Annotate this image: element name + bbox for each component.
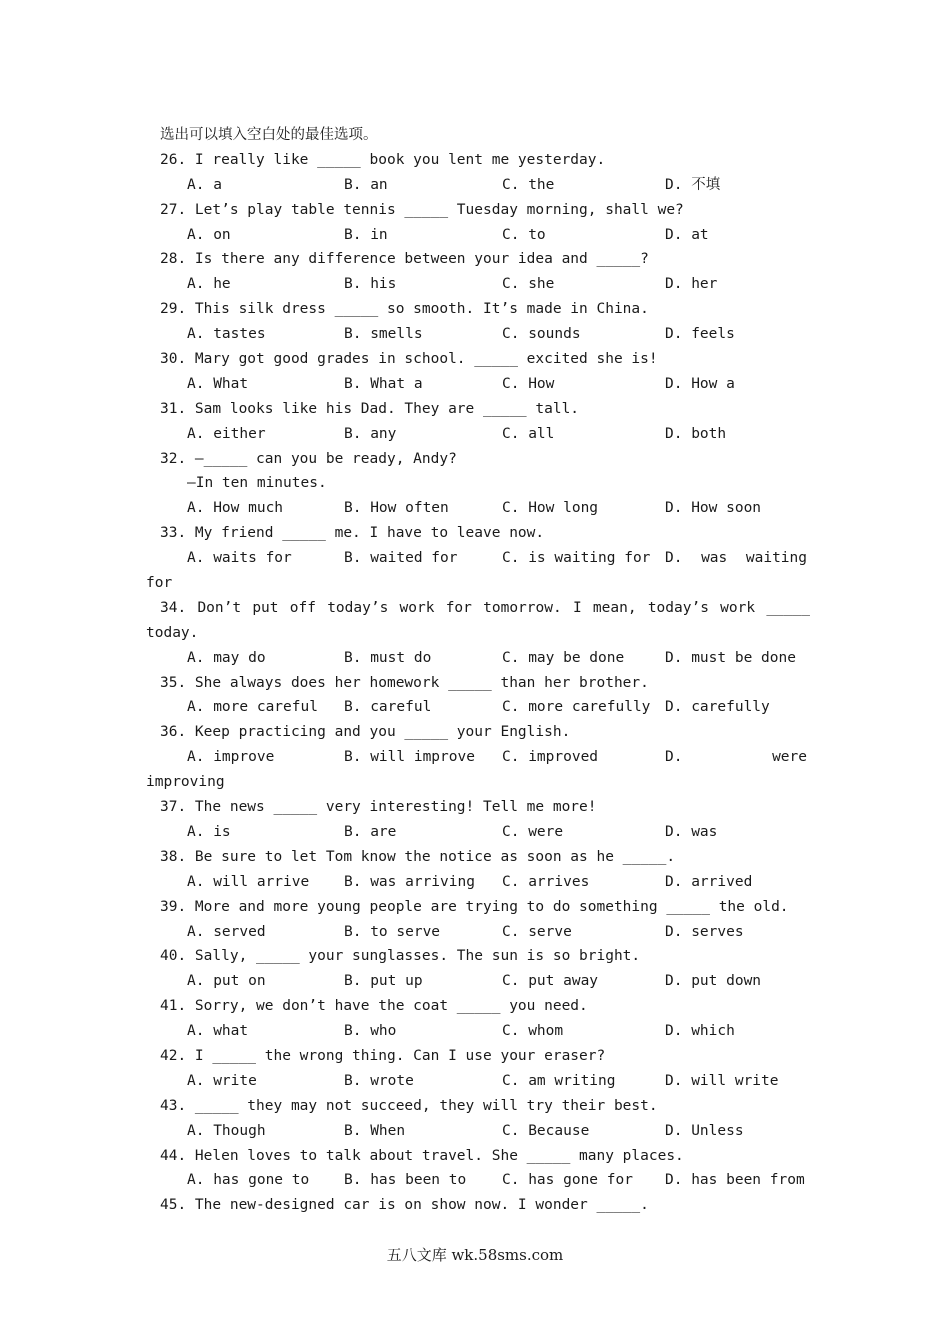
- question-40-stem: 40. Sally, _____ your sunglasses. The sun is so bright.: [160, 948, 641, 965]
- option-c: C. How long: [502, 500, 599, 517]
- question-44-stem: 44. Helen loves to talk about travel. She _____ many places.: [160, 1147, 684, 1164]
- stem-word: I: [572, 599, 582, 616]
- question-42-options: [146, 1069, 816, 1094]
- stem-word: put: [252, 599, 279, 616]
- option-a: A. served: [187, 923, 266, 940]
- question-32-options: [146, 496, 816, 521]
- option-d: D. Unless: [665, 1122, 744, 1139]
- option-a: A. either: [187, 425, 266, 442]
- option-c: C. has gone for: [502, 1172, 633, 1189]
- question-26-options: [146, 173, 816, 198]
- option-d: D. which: [665, 1023, 735, 1040]
- option-a: A. write: [187, 1072, 257, 1089]
- question-39-stem: 39. More and more young people are trying to do something _____ the old.: [160, 898, 789, 915]
- stem-word: work: [399, 599, 435, 616]
- question-30-stem: 30. Mary got good grades in school. _____ excited she is!: [160, 351, 658, 368]
- option-a: A. Though: [187, 1122, 266, 1139]
- option-a: A. tastes: [187, 326, 266, 343]
- question-35-options: [146, 695, 816, 720]
- option-b: B. When: [344, 1122, 406, 1139]
- question-29-options: [146, 322, 816, 347]
- option-b: B. put up: [344, 973, 423, 990]
- option-b: B. What a: [344, 375, 423, 392]
- question-38-stem: 38. Be sure to let Tom know the notice as soon as he _____.: [160, 848, 676, 865]
- question-34-stem-wrap: today.: [146, 624, 199, 641]
- option-d: D. How soon: [665, 500, 762, 517]
- question-34-options: [146, 646, 816, 671]
- option-a: A. is: [187, 823, 231, 840]
- option-d: D. was: [665, 823, 718, 840]
- option-a: A. may do: [187, 649, 266, 666]
- stem-word: off: [289, 599, 316, 616]
- option-b: B. waited for: [344, 550, 458, 567]
- option-d: D. must be done: [665, 649, 796, 666]
- option-d-word: were: [772, 749, 807, 766]
- option-a: A. a: [187, 176, 222, 193]
- question-35-stem: 35. She always does her homework _____ than her brother.: [160, 674, 649, 691]
- option-b: B. has been to: [344, 1172, 467, 1189]
- instructions: 选出可以填入空白处的最佳选项。: [160, 127, 378, 143]
- question-28-options: [146, 272, 816, 297]
- stem-word: Don’t: [197, 599, 242, 616]
- option-c: C. to: [502, 226, 546, 243]
- stem-word: today’s: [647, 599, 709, 616]
- page-footer: 五八文库 wk.58sms.com: [386, 1246, 564, 1264]
- option-d: D. arrived: [665, 873, 753, 890]
- question-41-stem: 41. Sorry, we don’t have the coat _____ you need.: [160, 998, 588, 1015]
- option-a: A. What: [187, 375, 249, 392]
- option-c: C. arrives: [502, 873, 590, 890]
- question-26-stem: 26. I really like _____ book you lent me yesterday.: [160, 151, 606, 168]
- option-c: C. sounds: [502, 326, 581, 343]
- question-45-stem: 45. The new-designed car is on show now. I wonder _____.: [160, 1197, 649, 1214]
- option-b: B. How often: [344, 500, 449, 517]
- question-40-options: [146, 969, 816, 994]
- question-32-answer-line: —In ten minutes.: [187, 475, 327, 492]
- option-b: B. careful: [344, 699, 432, 716]
- question-37-options: [146, 820, 816, 845]
- stem-word: tomorrow.: [483, 599, 562, 616]
- option-d: [665, 745, 807, 770]
- option-a: A. has gone to: [187, 1172, 310, 1189]
- question-31-stem: 31. Sam looks like his Dad. They are _____ tall.: [160, 400, 580, 417]
- option-d: D. her: [665, 276, 718, 293]
- question-41-options: [146, 1019, 816, 1044]
- option-a: A. How much: [187, 500, 284, 517]
- option-c: C. the: [502, 176, 555, 193]
- option-c: C. improved: [502, 749, 599, 766]
- option-c: C. is waiting for: [502, 550, 651, 567]
- question-34-stem: [146, 596, 816, 621]
- option-d: D. at: [665, 226, 709, 243]
- question-27-options: [146, 223, 816, 248]
- option-c: C. more carefully: [502, 699, 651, 716]
- option-b: B. who: [344, 1023, 397, 1040]
- option-d-wrap: improving: [146, 774, 225, 791]
- question-38-options: [146, 870, 816, 895]
- stem-word: 34.: [160, 599, 187, 616]
- stem-word: work: [720, 599, 756, 616]
- question-36-options: [146, 745, 816, 770]
- question-28-stem: 28. Is there any difference between your idea and _____?: [160, 251, 649, 268]
- question-31-options: [146, 422, 816, 447]
- option-b: B. are: [344, 823, 397, 840]
- option-d: D. serves: [665, 923, 744, 940]
- question-33-stem: 33. My friend _____ me. I have to leave now.: [160, 525, 545, 542]
- option-b: B. to serve: [344, 923, 441, 940]
- option-d-wrap: for: [146, 575, 173, 592]
- option-c: C. may be done: [502, 649, 625, 666]
- option-d: D. will write: [665, 1072, 779, 1089]
- option-b: B. smells: [344, 326, 423, 343]
- option-d: D. How a: [665, 375, 735, 392]
- option-d: D. 不填: [665, 176, 721, 193]
- option-d-word: waiting: [745, 550, 807, 567]
- stem-word: today’s: [327, 599, 389, 616]
- option-b: B. any: [344, 425, 397, 442]
- option-d-label: D.: [665, 749, 683, 766]
- question-43-stem: 43. _____ they may not succeed, they will try their best.: [160, 1097, 658, 1114]
- option-a: A. improve: [187, 749, 275, 766]
- option-b: B. was arriving: [344, 873, 475, 890]
- question-27-stem: 27. Let’s play table tennis _____ Tuesday morning, shall we?: [160, 201, 684, 218]
- stem-word: mean,: [592, 599, 637, 616]
- option-c: C. am writing: [502, 1072, 616, 1089]
- option-c: C. serve: [502, 923, 572, 940]
- question-29-stem: 29. This silk dress _____ so smooth. It’s made in China.: [160, 301, 649, 318]
- option-d: D. feels: [665, 326, 735, 343]
- option-c: C. How: [502, 375, 555, 392]
- option-a: A. put on: [187, 973, 266, 990]
- option-b: B. wrote: [344, 1072, 414, 1089]
- option-d: D. has been from: [665, 1172, 805, 1189]
- option-d: [665, 546, 807, 571]
- option-d: D. carefully: [665, 699, 770, 716]
- question-32-stem: 32. —_____ can you be ready, Andy?: [160, 450, 457, 467]
- question-37-stem: 37. The news _____ very interesting! Tell me more!: [160, 799, 597, 816]
- question-30-options: [146, 372, 816, 397]
- option-b: B. will improve: [344, 749, 475, 766]
- option-c: C. were: [502, 823, 564, 840]
- option-a: A. more careful: [187, 699, 318, 716]
- option-c: C. all: [502, 425, 555, 442]
- option-b: B. an: [344, 176, 388, 193]
- option-d: D. both: [665, 425, 727, 442]
- option-c: C. whom: [502, 1023, 564, 1040]
- question-list: [146, 123, 816, 1218]
- option-a: A. will arrive: [187, 873, 310, 890]
- stem-word: for: [445, 599, 472, 616]
- question-44-options: [146, 1168, 816, 1193]
- option-a: A. waits for: [187, 550, 292, 567]
- option-d: D. put down: [665, 973, 762, 990]
- option-c: C. Because: [502, 1122, 590, 1139]
- question-39-options: [146, 920, 816, 945]
- option-a: A. on: [187, 226, 231, 243]
- option-a: A. what: [187, 1023, 249, 1040]
- option-b: B. must do: [344, 649, 432, 666]
- question-42-stem: 42. I _____ the wrong thing. Can I use your eraser?: [160, 1047, 606, 1064]
- question-36-stem: 36. Keep practicing and you _____ your English.: [160, 724, 571, 741]
- option-d-label: D.: [665, 550, 683, 567]
- option-c: C. she: [502, 276, 555, 293]
- option-a: A. he: [187, 276, 231, 293]
- option-b: B. his: [344, 276, 397, 293]
- stem-word: _____: [766, 599, 810, 616]
- option-d-word: was: [701, 550, 728, 567]
- question-43-options: [146, 1119, 816, 1144]
- option-b: B. in: [344, 226, 388, 243]
- option-c: C. put away: [502, 973, 599, 990]
- question-33-options: [146, 546, 816, 571]
